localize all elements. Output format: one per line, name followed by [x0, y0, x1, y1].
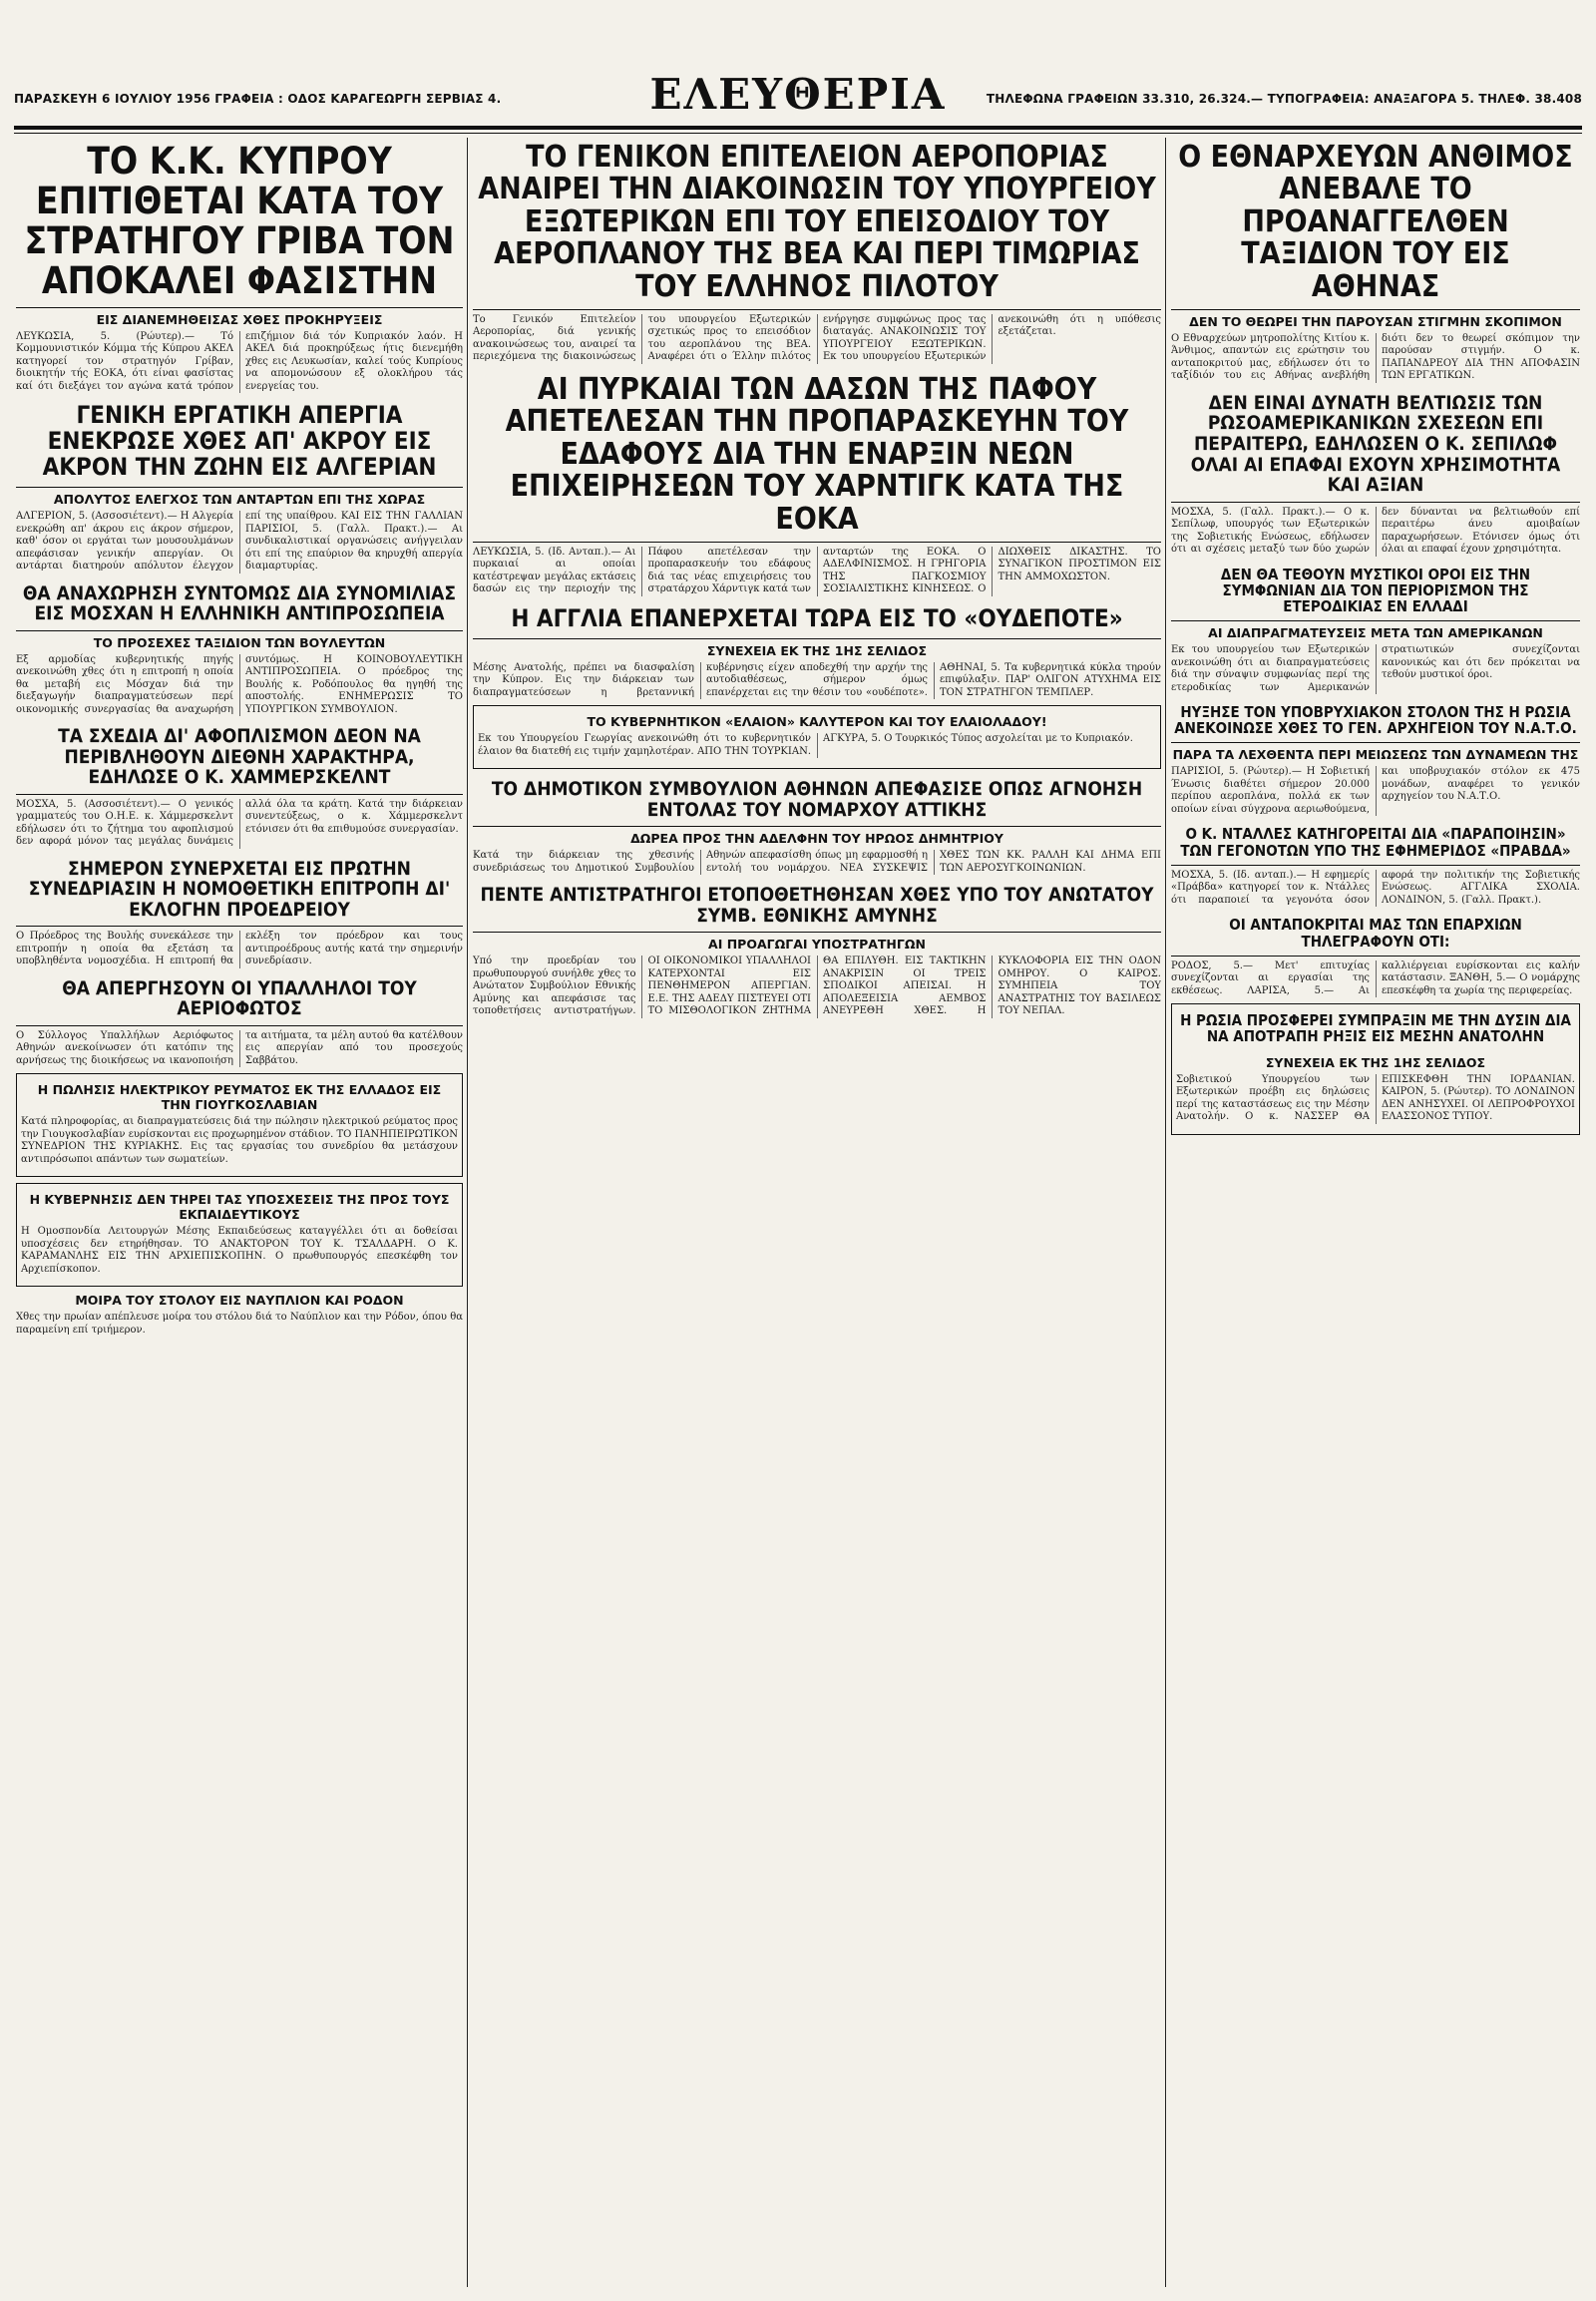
left-column — [16, 138, 463, 2287]
subheadline: ΑΠΟΛΥΤΟΣ ΕΛΕΓΧΟΣ ΤΩΝ ΑΝΤΑΡΤΩΝ ΕΠΙ ΤΗΣ ΧΩΡΑΣ — [53, 492, 426, 508]
headline-five-generals: ΠΕΝΤΕ ΑΝΤΙΣΤΡΑΤΗΓΟΙ ΕΤΟΠΟΘΕΤΗΘΗΣΑΝ ΧΘΕΣ ΥΠΟ ΤΟΥ ΑΝΩΤΑΤΟΥ ΣΥΜΒ. ΕΘΝΙΚΗΣ ΑΜΥΝΗΣ — [473, 881, 1161, 933]
subheadline: ΠΑΡΑ ΤΑ ΛΕΧΘΕΝΤΑ ΠΕΡΙ ΜΕΙΩΣΕΩΣ ΤΩΝ ΔΥΝΑΜΕΩΝ ΤΗΣ — [1172, 747, 1579, 763]
article-body: ΠΑΡΙΣΙΟΙ, 5. (Ρώυτερ).— Η Σοβιετική Ένωσις διαθέτει σήμερον 20.000 περίπου αεροπλάνα, πολλά εκ των οποίων είναι σύγχρονα αεριωθούμενα, και υποβρυχιακόν στόλον εκ 475 μονάδων, αναφέρει το γενικόν αρχηγείον του Ν.Α.Τ.Ο. — [1171, 766, 1580, 815]
subheadline: ΑΙ ΔΙΑΠΡΑΓΜΑΤΕΥΣΕΙΣ ΜΕΤΑ ΤΩΝ ΑΜΕΡΙΚΑΝΩΝ — [1208, 625, 1543, 641]
article-box — [473, 705, 1161, 769]
subheadline: ΜΟΙΡΑ ΤΟΥ ΣΤΟΛΟΥ ΕΙΣ ΝΑΥΠΛΙΟΝ ΚΑΙ ΡΟΔΟΝ — [75, 1293, 404, 1309]
right-column — [1171, 138, 1580, 2287]
headline-moscow-delegation: ΘΑ ΑΝΑΧΩΡΗΣΗ ΣΥΝΤΟΜΩΣ ΔΙΑ ΣΥΝΟΜΙΛΙΑΣ ΕΙΣ ΜΟΣΧΑΝ Η ΕΛΛΗΝΙΚΗ ΑΝΤΙΠΡΟΣΩΠΕΙΑ — [16, 579, 463, 631]
article-box — [16, 1073, 463, 1177]
article-body: ΛΕΥΚΩΣΙΑ, 5. (Ιδ. Ανταπ.).— Αι πυρκαιαί αι οποίαι κατέστρεψαν μεγάλας εκτάσεις δασών εις την περιοχήν της Πάφου απετέλεσαν την προπαρασκευήν του εδάφους διά τας νέας επιχειρήσεις του στρατάρχου Χάρντιγκ κατά των ανταρτών της ΕΟΚΑ. Ο ΑΔΕΛΦΙΝΙΣΜΟΣ. Η ΓΡΗΓΟΡΙΑ ΤΗΣ ΠΑΓΚΟΣΜΙΟΥ ΣΟΣΙΑΛΙΣΤΙΚΗΣ ΚΙΝΗΣΕΩΣ. Ο ΔΙΩΧΘΕΙΣ ΔΙΚΑΣΤΗΣ. ΤΟ ΣΥΝΑΓΙΚΟΝ ΠΡΟΣΤΙΜΟΝ ΕΙΣ ΤΗΝ ΑΜΜΟΧΩΣΤΟΝ. — [473, 546, 1161, 595]
article-box — [16, 1183, 463, 1287]
masthead-contact: ΤΗΛΕΦΩΝΑ ΓΡΑΦΕΙΩΝ 33.310, 26.324.— ΤΥΠΟΓΡΑΦΕΙΑ: ΑΝΑΞΑΓΟΡΑ 5. ΤΗΛΕΦ. 38.408 — [986, 92, 1582, 106]
headline-extraterritoriality: ΔΕΝ ΘΑ ΤΕΘΟΥΝ ΜΥΣΤΙΚΟΙ ΟΡΟΙ ΕΙΣ ΤΗΝ ΣΥΜΦΩΝΙΑΝ ΔΙΑ ΤΟΝ ΠΕΡΙΟΡΙΣΜΟΝ ΤΗΣ ΕΤΕΡΟΔΙΚΙΑΣ ΕΝ ΕΛΛΑΔΙ — [1171, 563, 1580, 622]
article-box — [1171, 1003, 1580, 1134]
headline-kk-kyprou: ΤΟ Κ.Κ. ΚΥΠΡΟΥ ΕΠΙΤΙΘΕΤΑΙ ΚΑΤΑ ΤΟΥ ΣΤΡΑΤΗΓΟΥ ΓΡΙΒΑ ΤΟΝ ΑΠΟΚΑΛΕΙ ΦΑΣΙΣΤΗΝ — [16, 138, 463, 308]
headline-legislative-committee: ΣΗΜΕΡΟΝ ΣΥΝΕΡΧΕΤΑΙ ΕΙΣ ΠΡΩΤΗΝ ΣΥΝΕΔΡΙΑΣΙΝ Η ΝΟΜΟΘΕΤΙΚΗ ΕΠΙΤΡΟΠΗ ΔΙ' ΕΚΛΟΓΗΝ ΠΡΟΕΔΡΕΙΟΥ — [16, 855, 463, 928]
article-body: Σοβιετικού Υπουργείου των Εξωτερικών προέβη εις δηλώσεις περί της καταστάσεως εις την Μέσην Ανατολήν. Ο κ. ΝΑΣΣΕΡ ΘΑ ΕΠΙΣΚΕΦΘΗ ΤΗΝ ΙΟΡΔΑΝΙΑΝ. ΚΑΙΡΟΝ, 5. (Ρώυτερ). ΤΟ ΛΟΝΔΙΝΟΝ ΔΕΝ ΑΝΗΣΥΧΕΙ. ΟΙ ΛΕΠΡΟΦΡΟΥΧΟΙ ΕΛΑΣΣΟΝΟΣ ΤΥΠΟΥ. — [1176, 1073, 1575, 1123]
masthead — [14, 70, 1582, 124]
article-body: Ο Σύλλογος Υπαλλήλων Αεριόφωτος Αθηνών ανεκοίνωσεν ότι κατόπιν της αρνήσεως της διοικήσεως να ικανοποιήση τα αιτήματα, τα μέλη αυτού θα κατέλθουν εις απεργίαν από του προσεχούς Σαββάτου. — [16, 1029, 463, 1066]
column-divider — [1165, 138, 1166, 2287]
headline-athens-council: ΤΟ ΔΗΜΟΤΙΚΟΝ ΣΥΜΒΟΥΛΙΟΝ ΑΘΗΝΩΝ ΑΠΕΦΑΣΙΣΕ ΟΠΩΣ ΑΓΝΟΗΣΗ ΕΝΤΟΛΑΣ ΤΟΥ ΝΟΜΑΡΧΟΥ ΑΤΤΙΚΗΣ — [473, 775, 1161, 827]
subheadline: ΣΥΝΕΧΕΙΑ ΕΚ ΤΗΣ 1ΗΣ ΣΕΛΙΔΟΣ — [1265, 1054, 1486, 1070]
subheadline: ΤΟ ΠΡΟΣΕΧΕΣ ΤΑΞΙΔΙΟΝ ΤΩΝ ΒΟΥΛΕΥΤΩΝ — [93, 634, 386, 650]
article-body: Υπό την προεδρίαν του πρωθυπουργού συνήλθε χθες το Ανώτατον Συμβούλιον Εθνικής Αμύνης και απεφάσισε τας τοποθετήσεις αντιστρατήγων. ΟΙ ΟΙΚΟΝΟΜΙΚΟΙ ΥΠΑΛΛΗΛΟΙ ΚΑΤΕΡΧΟΝΤΑΙ ΕΙΣ ΠΕΝΘΗΜΕΡΟΝ ΑΠΕΡΓΙΑΝ. Ε.Ε. ΤΗΣ ΑΔΕΔΥ ΠΙΣΤΕΥΕΙ ΟΤΙ ΤΟ ΜΙΣΘΟΛΟΓΙΚΟΝ ΖΗΤΗΜΑ ΘΑ ΕΠΙΛΥΘΗ. ΕΙΣ ΤΑΚΤΙΚΗΝ ΑΝΑΚΡΙΣΙΝ ΟΙ ΤΡΕΙΣ ΣΠΟΔΙΚΟΙ ΑΠΕΙΣΑΙ. Η ΑΠΟΛΕΞΕΙΣΙΑ ΑΕΜΒΟΣ ΑΝΕΥΡΕΘΗ ΧΘΕΣ. Η ΚΥΚΛΟΦΟΡΙΑ ΕΙΣ ΤΗΝ ΟΔΟΝ ΟΜΗΡΟΥ. Ο ΚΑΙΡΟΣ. ΣΥΜΗΠΕΙΑ ΤΟΥ ΑΝΑΣΤΡΑΤΗΙΣ ΤΟΥ ΒΑΣΙΛΕΩΣ ΤΟΥ ΝΕΠΑΛ. — [473, 956, 1161, 1017]
headline-england-never: Η ΑΓΓΛΙΑ ΕΠΑΝΕΡΧΕΤΑΙ ΤΩΡΑ ΕΙΣ ΤΟ «ΟΥΔΕΠΟΤΕ» — [473, 602, 1161, 639]
headline-submarine-fleet: ΗΥΞΗΣΕ ΤΟΝ ΥΠΟΒΡΥΧΙΑΚΟΝ ΣΤΟΛΟΝ ΤΗΣ Η ΡΩΣΙΑ ΑΝΕΚΟΙΝΩΣΕ ΧΘΕΣ ΤΟ ΓΕΝ. ΑΡΧΗΓΕΙΟΝ ΤΟΥ Ν.Α.Τ.Ο. — [1171, 700, 1580, 743]
masthead-dateline: ΠΑΡΑΣΚΕΥΗ 6 ΙΟΥΛΙΟΥ 1956 ΓΡΑΦΕΙΑ : ΟΔΟΣ ΚΑΡΑΓΕΩΡΓΗ ΣΕΡΒΙΑΣ 4. — [14, 92, 502, 106]
masthead-rule-thin — [14, 133, 1582, 134]
article-body: ΜΟΣΧΑ, 5. (Ιδ. ανταπ.).— Η εφημερίς «Πράβδα» κατηγορεί τον κ. Ντάλλες ότι παραποιεί τα γεγονότα όσον αφορά την πολιτικήν της Σοβιετικής Ενώσεως. ΑΓΓΛΙΚΑ ΣΧΟΛΙΑ. ΛΟΝΔΙΝΟΝ, 5. (Γαλλ. Πρακτ.). — [1171, 869, 1580, 906]
headline-air-force-staff: ΤΟ ΓΕΝΙΚΟΝ ΕΠΙΤΕΛΕΙΟΝ ΑΕΡΟΠΟΡΙΑΣ ΑΝΑΙΡΕΙ ΤΗΝ ΔΙΑΚΟΙΝΩΣΙΝ ΤΟΥ ΥΠΟΥΡΓΕΙΟΥ ΕΞΩΤΕΡΙΚΩΝ ΕΠΙ ΤΟΥ ΕΠΕΙΣΟΔΙΟΥ ΤΟΥ ΑΕΡΟΠΛΑΝΟΥ ΤΗΣ ΒΕΑ ΚΑΙ ΠΕΡΙ ΤΙΜΩΡΙΑΣ ΤΟΥ ΕΛΛΗΝΟΣ ΠΙΛΟΤΟΥ — [473, 138, 1161, 310]
article-body: Ο Εθναρχεύων μητροπολίτης Κιτίου κ. Άνθιμος, απαντών εις ερώτησιν του ανταποκριτού μας, εδήλωσεν ότι το ταξίδιόν του εις Αθήνας ανεβλήθη διότι δεν το θεωρεί σκόπιμον την παρούσαν στιγμήν. Ο κ. ΠΑΠΑΝΔΡΕΟΥ ΔΙΑ ΤΗΝ ΑΠΟΦΑΣΙΝ ΤΩΝ ΕΡΓΑΤΙΚΩΝ. — [1171, 332, 1580, 382]
column-divider — [467, 138, 468, 2287]
article-body: ΑΛΓΕΡΙΟΝ, 5. (Ασσοσιέτεντ).— Η Αλγερία ενεκρώθη απ' άκρου εις άκρον σήμερον, καθ' όσον οι εργάται των μουσουλμάνων απεφάσισαν γενικήν απεργίαν. Οι αντάρται διατηρούν απόλυτον έλεγχον επί της υπαίθρου. ΚΑΙ ΕΙΣ ΤΗΝ ΓΑΛΛΙΑΝ ΠΑΡΙΣΙΟΙ, 5. (Γαλλ. Πρακτ.).— Αι συνδικαλιστικαί οργανώσεις ανήγγειλαν ότι επί της επαύριον θα κηρυχθή απεργία διαμαρτυρίας. — [16, 511, 463, 573]
article-body: Εκ του υπουργείου των Εξωτερικών ανεκοινώθη ότι αι διαπραγματεύσεις διά την σύναψιν συμφωνίας περί της ετεροδικίας των Αμερικανών στρατιωτικών συνεχίζονται κανονικώς και ότι δεν πρόκειται να τεθούν μυστικοί όροι. — [1171, 644, 1580, 693]
headline-correspondents: ΟΙ ΑΝΤΑΠΟΚΡΙΤΑΙ ΜΑΣ ΤΩΝ ΕΠΑΡΧΙΩΝ ΤΗΛΕΓΡΑΦΟΥΝ ΟΤΙ: — [1171, 913, 1580, 956]
headline-algeria-strike: ΓΕΝΙΚΗ ΕΡΓΑΤΙΚΗ ΑΠΕΡΓΙΑ ΕΝΕΚΡΩΣΕ ΧΘΕΣ ΑΠ' ΑΚΡΟΥ ΕΙΣ ΑΚΡΟΝ ΤΗΝ ΖΩΗΝ ΕΙΣ ΑΛΓΕΡΙΑΝ — [16, 399, 463, 488]
headline-shepilov: ΔΕΝ ΕΙΝΑΙ ΔΥΝΑΤΗ ΒΕΛΤΙΩΣΙΣ ΤΩΝ ΡΩΣΟΑΜΕΡΙΚΑΝΙΚΩΝ ΣΧΕΣΕΩΝ ΕΠΙ ΠΕΡΑΙΤΕΡΩ, ΕΔΗΛΩΣΕΝ Ο Κ. ΣΕΠΙΛΩΦ ΟΛΑΙ ΑΙ ΕΠΑΦΑΙ ΕΧΟΥΝ ΧΡΗΣΙΜΟΤΗΤΑ ΚΑΙ ΑΞΙΑΝ — [1171, 389, 1580, 503]
subheadline: ΕΙΣ ΔΙΑΝΕΜΗΘΕΙΣΑΣ ΧΘΕΣ ΠΡΟΚΗΡΥΞΕΙΣ — [96, 311, 383, 327]
article-body: Κατά την διάρκειαν της χθεσινής συνεδριάσεως του Δημοτικού Συμβουλίου Αθηνών απεφασίσθη όπως μη εφαρμοσθή η εντολή του νομάρχου. ΝΕΑ ΣΥΣΚΕΨΙΣ ΧΘΕΣ ΤΩΝ ΚΚ. ΡΑΛΛΗ ΚΑΙ ΔΗΜΑ ΕΠΙ ΤΩΝ ΑΕΡΟΣΥΓΚΟΙΝΩΝΙΩΝ. — [473, 850, 1161, 874]
subheadline: ΑΙ ΠΡΟΑΓΩΓΑΙ ΥΠΟΣΤΡΑΤΗΓΩΝ — [708, 937, 926, 953]
middle-column — [473, 138, 1161, 2287]
article-body: ΡΟΔΟΣ, 5.— Μετ' επιτυχίας συνεχίζονται αι εργασίαι της εκθέσεως. ΛΑΡΙΣΑ, 5.— Αι καλλιέργειαι ευρίσκονται εις καλήν κατάστασιν. ΞΑΝΘΗ, 5.— Ο νομάρχης επεσκέφθη τα χωρία της περιφερείας. — [1171, 959, 1580, 996]
article-body: Η Ομοσπονδία Λειτουργών Μέσης Εκπαιδεύσεως καταγγέλλει ότι αι δοθείσαι υποσχέσεις δεν ετηρήθησαν. ΤΟ ΑΝΑΚΤΟΡΟΝ ΤΟΥ Κ. ΤΣΑΛΔΑΡΗ. Ο Κ. ΚΑΡΑΜΑΝΛΗΣ ΕΙΣ ΤΗΝ ΑΡΧΙΕΠΙΣΚΟΠΗΝ. Ο πρωθυπουργός επεσκέφθη τον Αρχιεπίσκοπον. — [21, 1226, 458, 1275]
headline-paphos-fires: ΑΙ ΠΥΡΚΑΙΑΙ ΤΩΝ ΔΑΣΩΝ ΤΗΣ ΠΑΦΟΥ ΑΠΕΤΕΛΕΣΑΝ ΤΗΝ ΠΡΟΠΑΡΑΣΚΕΥΗΝ ΤΟΥ ΕΔΑΦΟΥΣ ΔΙΑ ΤΗΝ ΕΝΑΡΞΙΝ ΝΕΩΝ ΕΠΙΧΕΙΡΗΣΕΩΝ ΤΟΥ ΧΑΡΝΤΙΓΚ ΚΑΤΑ ΤΗΣ ΕΟΚΑ — [473, 370, 1161, 543]
masthead-rule — [14, 126, 1582, 130]
headline-dulles-pravda: Ο Κ. ΝΤΑΛΛΕΣ ΚΑΤΗΓΟΡΕΙΤΑΙ ΔΙΑ «ΠΑΡΑΠΟΙΗΣΙΝ» ΤΩΝ ΓΕΓΟΝΟΤΩΝ ΥΠΟ ΤΗΣ ΕΦΗΜΕΡΙΔΟΣ «ΠΡΑΒΔΑ» — [1171, 822, 1580, 865]
subheadline: Η ΠΩΛΗΣΙΣ ΗΛΕΚΤΡΙΚΟΥ ΡΕΥΜΑΤΟΣ ΕΚ ΤΗΣ ΕΛΛΑΔΟΣ ΕΙΣ ΤΗΝ ΓΙΟΥΓΚΟΣΛΑΒΙΑΝ — [37, 1082, 442, 1113]
article-body: Χθες την πρωίαν απέπλευσε μοίρα του στόλου διά το Ναύπλιον και την Ρόδον, όπου θα παραμείνη επί τριήμερον. — [16, 1312, 463, 1336]
subheadline: ΔΕΝ ΤΟ ΘΕΩΡΕΙ ΤΗΝ ΠΑΡΟΥΣΑΝ ΣΤΙΓΜΗΝ ΣΚΟΠΙΜΟΝ — [1189, 313, 1562, 329]
article-body: Κατά πληροφορίας, αι διαπραγματεύσεις διά την πώλησιν ηλεκτρικού ρεύματος προς την Γιουγκοσλαβίαν ευρίσκονται εις προχωρημένον στάδιον. ΤΟ ΠΑΝΗΠΕΙΡΩΤΙΚΟΝ ΣΥΝΕΔΡΙΟΝ ΤΗΣ ΚΥΡΙΑΚΗΣ. Εις τας εργασίας του συνεδρίου θα μετάσχουν αντιπρόσωποι απάντων των σωματείων. — [21, 1116, 458, 1165]
article-body: ΜΟΣΧΑ, 5. (Ασσοσιέτεντ).— Ο γενικός γραμματεύς του Ο.Η.Ε. κ. Χάμμερσκελντ εδήλωσεν ότι το ζήτημα του αφοπλισμού δεν αφορά μόνον τας μεγάλας δυνάμεις αλλά όλα τα κράτη. Κατά την διάρκειαν συνεντεύξεως, ο κ. Χάμμερσκελντ ετόνισεν ότι θα επιθυμούσε συνεργασίαν. — [16, 798, 463, 848]
headline-gasworks-strike: ΘΑ ΑΠΕΡΓΗΣΟΥΝ ΟΙ ΥΠΑΛΛΗΛΟΙ ΤΟΥ ΑΕΡΙΟΦΩΤΟΣ — [16, 974, 463, 1026]
article-body: Εξ αρμοδίας κυβερνητικής πηγής ανεκοινώθη χθες ότι η επιτροπή η οποία θα μεταβή εις Μόσχαν διά την διεξαγωγήν διαπραγματεύσεων περί οικονομικής συνεργασίας θα αναχωρήση συντόμως. Η ΚΟΙΝΟΒΟΥΛΕΥΤΙΚΗ ΑΝΤΙΠΡΟΣΩΠΕΙΑ. Ο πρόεδρος της Βουλής κ. Ροδόπουλος θα ηγηθή της αποστολής. ΕΝΗΜΕΡΩΣΙΣ ΤΟ ΥΠΟΥΡΓΙΚΟΝ ΣΥΜΒΟΥΛΙΟΝ. — [16, 653, 463, 715]
headline-russia-middle-east: Η ΡΩΣΙΑ ΠΡΟΣΦΕΡΕΙ ΣΥΜΠΡΑΞΙΝ ΜΕ ΤΗΝ ΔΥΣΙΝ ΔΙΑ ΝΑ ΑΠΟΤΡΑΠΗ ΡΗΞΙΣ ΕΙΣ ΜΕΣΗΝ ΑΝΑΤΟΛΗΝ — [1180, 1011, 1571, 1046]
headline-disarmament: ΤΑ ΣΧΕΔΙΑ ΔΙ' ΑΦΟΠΛΙΣΜΟΝ ΔΕΟΝ ΝΑ ΠΕΡΙΒΛΗΘΟΥΝ ΔΙΕΘΝΗ ΧΑΡΑΚΤΗΡΑ, ΕΔΗΛΩΣΕ Ο Κ. ΧΑΜΜΕΡΣΚΕΛΝΤ — [16, 722, 463, 795]
subheadline: ΣΥΝΕΧΕΙΑ ΕΚ ΤΗΣ 1ΗΣ ΣΕΛΙΔΟΣ — [706, 642, 928, 658]
article-body: Εκ του Υπουργείου Γεωργίας ανεκοινώθη ότι το κυβερνητικόν έλαιον θα διατεθή εις τιμήν χαμηλοτέραν. ΑΠΟ ΤΗΝ ΤΟΥΡΚΙΑΝ. ΑΓΚΥΡΑ, 5. Ο Τουρκικός Τύπος ασχολείται με το Κυπριακόν. — [478, 733, 1133, 757]
article-body: ΜΟΣΧΑ, 5. (Γαλλ. Πρακτ.).— Ο κ. Σεπίλωφ, υπουργός των Εξωτερικών της Σοβιετικής Ενώσεως, εδήλωσεν ότι αι σχέσεις μεταξύ των δύο χωρών δεν δύνανται να βελτιωθούν επί περαιτέρω άνευ αμοιβαίων παραχωρήσεων. Ετόνισεν όμως ότι όλαι αι επαφαί έχουν χρησιμότητα. — [1171, 506, 1580, 556]
newspaper-title: ΕΛΕΥΘΕΡΙΑ — [649, 70, 947, 119]
article-body: Το Γενικόν Επιτελείον Αεροπορίας, διά γενικής ανακοινώσεως του, αναιρεί τα περιεχόμενα της διακοινώσεως του υπουργείου Εξωτερικών σχετικώς προς το επεισόδιον του αεροπλάνου της ΒΕΑ. Αναφέρει ότι ο Έλλην πιλότος ενήργησε συμφώνως προς τας διαταγάς. ΑΝΑΚΟΙΝΩΣΙΣ ΤΟΥ ΥΠΟΥΡΓΕΙΟΥ ΕΞΩΤΕΡΙΚΩΝ. Εκ του υπουργείου Εξωτερικών ανεκοινώθη ότι η υπόθεσις εξετάζεται. — [473, 313, 1161, 363]
subheadline: ΔΩΡΕΑ ΠΡΟΣ ΤΗΝ ΑΔΕΛΦΗΝ ΤΟΥ ΗΡΩΟΣ ΔΗΜΗΤΡΙΟΥ — [630, 831, 1003, 847]
article-body: Μέσης Ανατολής, πρέπει να διασφαλίση την Κύπρον. Εις την διάρκειαν των διαπραγματεύσεων η βρεταννική κυβέρνησις είχεν αποδεχθή την αρχήν της αυτοδιαθέσεως, σήμερον όμως επανέρχεται εις την θέσιν του «ουδέποτε». ΑΘΗΝΑΙ, 5. Τα κυβερνητικά κύκλα τηρούν επιφύλαξιν. ΠΑΡ' ΟΛΙΓΟΝ ΑΤΥΧΗΜΑ ΕΙΣ ΤΟΝ ΣΤΡΑΤΗΓΟΝ ΤΕΜΠΛΕΡ. — [473, 661, 1161, 698]
article-body: Ο Πρόεδρος της Βουλής συνεκάλεσε την επιτροπήν η οποία θα εξετάση τα υποβληθέντα νομοσχέδια. Η επιτροπή θα εκλέξη τον πρόεδρον και τους αντιπροέδρους αυτής κατά την σημερινήν συνεδρίασιν. — [16, 931, 463, 967]
subheadline: Η ΚΥΒΕΡΝΗΣΙΣ ΔΕΝ ΤΗΡΕΙ ΤΑΣ ΥΠΟΣΧΕΣΕΙΣ ΤΗΣ ΠΡΟΣ ΤΟΥΣ ΕΚΠΑΙΔΕΥΤΙΚΟΥΣ — [29, 1192, 450, 1223]
article-body: ΛΕΥΚΩΣΙΑ, 5. (Ρώυτερ).— Τό Κομμουνιστικόν Κόμμα τής Κύπρου ΑΚΕΛ κατηγορεί τον στρατηγόν Γρίβαν, διοικητήν τής ΕΟΚΑ, ότι είναι φασίστας καί ότι διεξάγει τον αγώνα κατά τρόπον επιζήμιον διά τόν Κυπριακόν λαόν. Η ΑΚΕΛ διά προκηρύξεως ήτις διενεμήθη χθες εις Λευκωσίαν, καλεί τούς Κυπρίους να απομονώσουν εξ ολοκλήρου τάς ενεργείας του. — [16, 330, 463, 392]
subheadline: ΤΟ ΚΥΒΕΡΝΗΤΙΚΟΝ «ΕΛΑΙΟΝ» ΚΑΛΥΤΕΡΟΝ ΚΑΙ ΤΟΥ ΕΛΑΙΟΛΑΔΟΥ! — [587, 714, 1047, 730]
headline-anthimos: Ο ΕΘΝΑΡΧΕΥΩΝ ΑΝΘΙΜΟΣ ΑΝΕΒΑΛΕ ΤΟ ΠΡΟΑΝΑΓΓΕΛΘΕΝ ΤΑΞΙΔΙΟΝ ΤΟΥ ΕΙΣ ΑΘΗΝΑΣ — [1171, 138, 1580, 310]
